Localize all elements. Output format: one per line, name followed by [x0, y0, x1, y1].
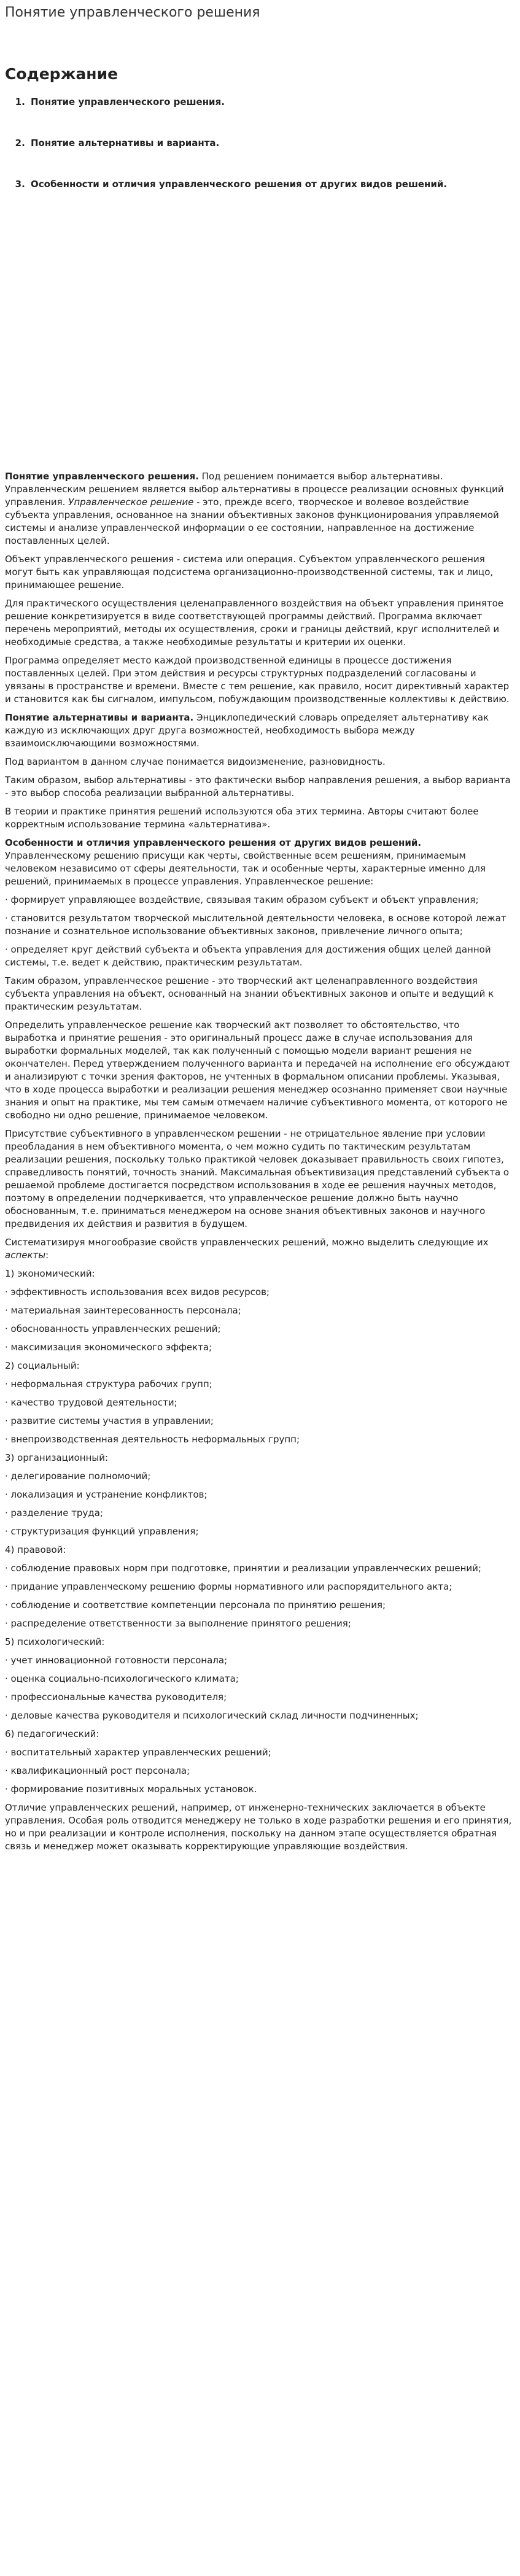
aspect-heading: 2) социальный:: [5, 1360, 80, 1371]
section3-paragraph: Особенности и отличия управленческого решения от других видов решений. Управленческому решению присущи как черты, свойственные всем решениям, принимаемым человеком независимо от сферы деятельности, так и особенные черты, характерные именно для решений, принимаемых в процессе управления. Управленческое решение:: [5, 837, 514, 888]
toc-item[interactable]: 3. Особенности и отличия управленческого решения от других видов решений.: [28, 178, 514, 191]
list-item: · качество трудовой деятельности;: [5, 1397, 177, 1408]
list-item: · придание управленческому решению формы нормативного или распорядительного акта;: [5, 1581, 452, 1592]
aspect-heading: 5) психологический:: [5, 1636, 105, 1647]
toc-item[interactable]: 2. Понятие альтернативы и варианта.: [28, 137, 514, 150]
list-item: · разделение труда;: [5, 1507, 103, 1518]
list-item: · развитие системы участия в управлении;: [5, 1415, 214, 1426]
list-item: · делегирование полномочий;: [5, 1471, 151, 1482]
table-of-contents: [5, 96, 514, 191]
list-item: · формирование позитивных моральных установок.: [5, 1784, 257, 1795]
bullet-item: · становится результатом творческой мыслительной деятельности человека, в основе которой лежат познание и сознательное использование объективных законов, привлечение личного опыта;: [5, 913, 506, 937]
paragraph: Отличие управленческих решений, например, от инженерно-технических заключается в объекте управления. Особая роль отводится менеджеру не только в ходе разработки решения и его принятия, но и при реализации и контроле исполнения, поскольку на данном этапе осуществляется обратная связь и менеджер может оказывать корректирующие управляющие воздействия.: [5, 1802, 512, 1852]
list-item: · квалификационный рост персонала;: [5, 1765, 190, 1776]
bullet-item: · определяет круг действий субъекта и объекта управления для достижения общих целей данной системы, т.е. ведет к действию, практическим результатам.: [5, 944, 491, 968]
list-item: · деловые качества руководителя и психологический склад личности подчиненных;: [5, 1710, 419, 1721]
section3-title: Особенности и отличия управленческого решения от других видов решений.: [5, 837, 422, 848]
aspect-heading: 6) педагогический:: [5, 1728, 99, 1739]
list-item: · неформальная структура рабочих групп;: [5, 1379, 212, 1390]
aspect-heading: 4) правовой:: [5, 1544, 66, 1555]
list-item: · оценка социально-психологического климата;: [5, 1673, 239, 1684]
list-item: · распределение ответственности за выполнение принятого решения;: [5, 1618, 351, 1629]
bullet-item: · формирует управляющее воздействие, связывая таким образом субъект и объект управления;: [5, 894, 479, 905]
list-item: · максимизация экономического эффекта;: [5, 1342, 212, 1353]
page-title: Понятие управленческого решения: [5, 5, 260, 20]
list-item: · внепроизводственная деятельность неформальных групп;: [5, 1434, 300, 1445]
list-item: · соблюдение и соответствие компетенции персонала по принятию решения;: [5, 1599, 386, 1611]
list-item: · воспитательный характер управленческих решений;: [5, 1747, 271, 1758]
paragraph: Таким образом, управленческое решение - это творческий акт целенаправленного воздействия субъекта управления на объект, основанный на знании объективных законов и опыте и ведущий к практическим результатам.: [5, 975, 494, 1012]
list-item: · материальная заинтересованность персонала;: [5, 1305, 241, 1316]
aspect-heading: 3) организационный:: [5, 1452, 109, 1463]
list-item: · локализация и устранение конфликтов;: [5, 1489, 208, 1500]
list-item: · эффективность использования всех видов ресурсов;: [5, 1286, 270, 1298]
paragraph: Систематизируя многообразие свойств управленческих решений, можно выделить следующие их аспекты:: [5, 1237, 489, 1261]
list-item: · обоснованность управленческих решений;: [5, 1323, 221, 1334]
section1-title: Понятие управленческого решения.: [5, 471, 199, 482]
paragraph: Под вариантом в данном случае понимается видоизменение, разновидность.: [5, 756, 386, 767]
blank-space: [5, 191, 514, 470]
paragraph: Объект управленческого решения - система или операция. Субъектом управленческого решения могут быть как управляющая подсистема организационно-производственной системы, так и лицо, принимающее решение.: [5, 554, 494, 590]
toc-item[interactable]: 1. Понятие управленческого решения.: [28, 96, 514, 109]
paragraph: Присутствие субъективного в управленческом решении - не отрицательное явление при условии преобладания в нем объективного момента, о чем можно судить по тактическим результатам реализации решения, поскольку только практикой человек доказывает правильность своих гипотез, справедливость понятий, точность знаний. Максимальная объективизация представлений субъекта о решаемой проблеме достигается посредством использования в ходе ее решения научных методов, поэтому в определении подчеркивается, что управленческое решение должно быть научно обоснованным, т.е. приниматься менеджером на основе знания объективных законов и научного предвидения их действия и развития в будущем.: [5, 1128, 510, 1229]
paragraph: Для практического осуществления целенаправленного воздействия на объект управления принятое решение конкретизируется в виде соответствующей программы действий. Программа включает перечень мероприятий, методы их осуществления, сроки и границы действий, круг исполнителей и необходимые средства, а также необходимые результаты и критерии их оценки.: [5, 598, 504, 648]
list-item: · соблюдение правовых норм при подготовке, принятии и реализации управленческих решений;: [5, 1563, 481, 1574]
section2-paragraph: Понятие альтернативы и варианта. Энциклопедический словарь определяет альтернативу как каждую из исключающих друг друга возможностей, необходимость выбора между взаимоисключающими возможностями.: [5, 712, 489, 749]
aspect-heading: 1) экономический:: [5, 1268, 95, 1279]
paragraph: В теории и практике принятия решений используются оба этих термина. Авторы считают более корректным использование термина «альтернатива».: [5, 806, 479, 830]
list-item: · учет инновационной готовности персонала;: [5, 1655, 228, 1666]
paragraph: Программа определяет место каждой производственной единицы в процессе достижения поставленных целей. При этом действия и ресурсы структурных подразделений согласованы и увязаны в пространстве и времени. Вместе с тем решение, как правило, носит директивный характер и становится как бы сигналом, импульсом, побуждающим производственные коллективы к действию.: [5, 655, 510, 705]
list-item: · профессиональные качества руководителя;: [5, 1692, 227, 1703]
paragraph: Определить управленческое решение как творческий акт позволяет то обстоятельство, что выработка и принятие решения - это оригинальный процесс даже в случае использования для выработки формальных моделей, так как полученный с помощью модели вариант решения не окончателен. Перед утверждением полученного варианта и передачей на исполнение его обсуждают и анализируют с точки зрения факторов, не учтенных в формальном описании проблемы. Указывая, что в ходе процесса выработки и реализации решения менеджер осознанно применяет свои научные знания и опыт на практике, мы тем самым отмечаем наличие субъективного момента, от которого не свободно ни одно решение, принимаемое человеком.: [5, 1019, 510, 1121]
toc-heading: Содержание: [5, 65, 118, 83]
section1-paragraph: Понятие управленческого решения. Под решением понимается выбор альтернативы. Управленческим решением является выбор альтернативы в процессе реализации основных функций управления. Управленческое решение - это, прежде всего, творческое и волевое воздействие субъекта управления, основанное на знании объективных законов функционирования управляемой системы и анализе управленческой информации о ее состоянии, направленное на достижение поставленных целей.: [5, 471, 504, 546]
list-item: · структуризация функций управления;: [5, 1526, 199, 1537]
paragraph: Таким образом, выбор альтернативы - это фактически выбор направления решения, а выбор варианта - это выбор способа реализации выбранной альтернативы.: [5, 775, 511, 799]
section2-title: Понятие альтернативы и варианта.: [5, 712, 194, 723]
